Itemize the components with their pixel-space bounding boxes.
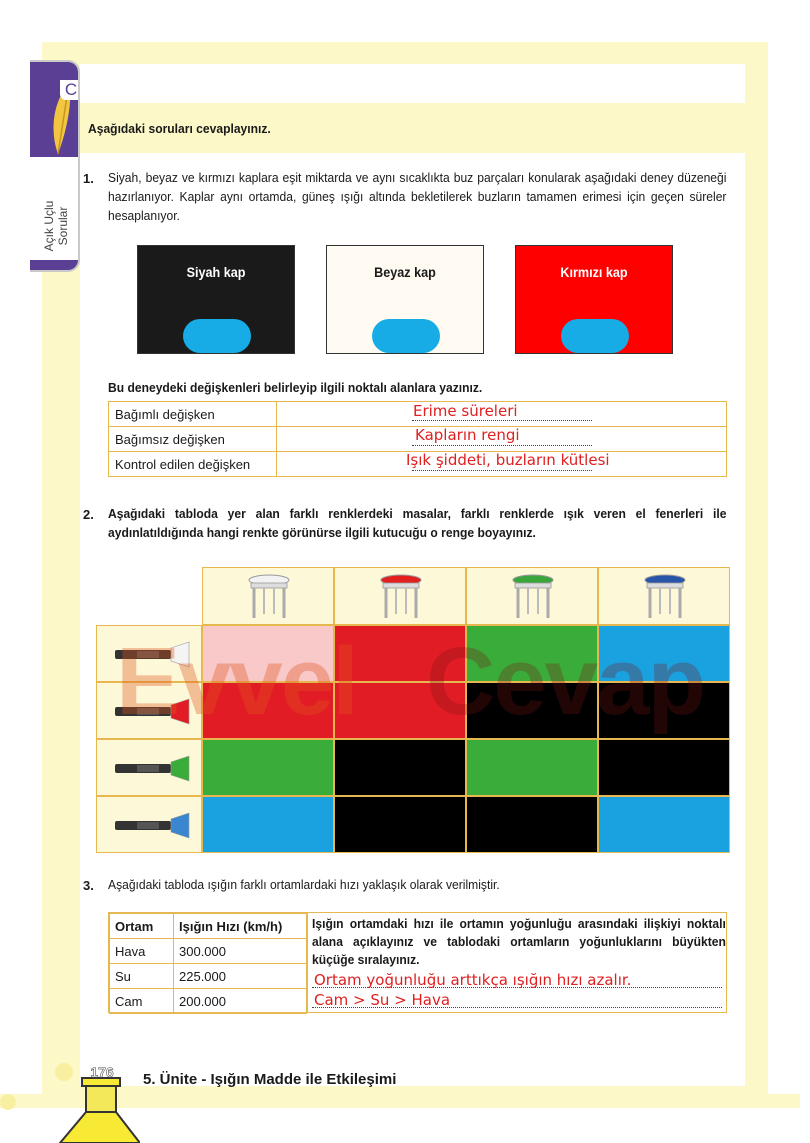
flashlight-icon (97, 797, 203, 854)
table-header-white-table (202, 567, 334, 625)
column-header: Işığın Hızı (km/h) (174, 914, 307, 939)
table-header-green-table (466, 567, 598, 625)
watermark-left: Evvel (116, 628, 357, 735)
answer-order: Cam > Su > Hava (314, 991, 451, 1009)
color-cell[interactable] (334, 739, 466, 796)
answer-controlled: Işık şiddeti, buzların kütlesi (406, 451, 610, 469)
speed-table-box (108, 912, 727, 1013)
feather-icon (30, 62, 78, 157)
flashlight-icon (97, 740, 203, 797)
question-2-text: Aşağıdaki tabloda yer alan farklı renklerdeki masalar, farklı renklerde ışık veren el fenerleri ile aydınlatıldığında hangi renkte görünürse ilgili kutucuğu o renge boyayınız. (108, 506, 727, 540)
side-tab (30, 60, 80, 272)
question-number-1: 1. (83, 171, 94, 186)
page-number: 176 (90, 1064, 114, 1080)
color-cell[interactable] (466, 739, 598, 796)
table-header-row (110, 914, 307, 939)
question-1-prompt: Bu deneydeki değişkenleri belirleyip ilgili noktalı alanlara yazınız. (108, 380, 483, 395)
round-table-icon (599, 568, 731, 626)
answer-relation: Ortam yoğunluğu arttıkça ışığın hızı azalır. (314, 971, 632, 989)
section-letter: C (60, 80, 80, 100)
question-1-text: Siyah, beyaz ve kırmızı kaplara eşit miktarda ve aynı sıcaklıkta buz parçaları konularak aşağıdaki deney düzeneği hazırlanıyor. Kaplar aynı ortamda, güneş ışığı altında bekletilerek buzların tamamen erimesi için geçen süreler hesaplanıyor. (108, 170, 727, 223)
medium-cell: Hava (110, 939, 174, 964)
dotted-line (412, 420, 592, 421)
flask-icon (0, 1040, 140, 1143)
speed-table (109, 913, 307, 1014)
ice-piece (372, 319, 440, 353)
blue-light-flashlight-cell (96, 796, 202, 853)
side-tab-header (30, 62, 78, 157)
green-light-flashlight-cell (96, 739, 202, 796)
round-table-icon (335, 568, 467, 626)
round-table-icon (203, 568, 335, 626)
color-cell[interactable] (202, 739, 334, 796)
speed-cell: 200.000 (174, 989, 307, 1014)
table-header-red-table (334, 567, 466, 625)
medium-cell: Su (110, 964, 174, 989)
cup-label: Siyah kap (186, 264, 246, 280)
side-tab-footer (30, 260, 78, 270)
side-tab-label: Açık Uçlu Sorular (42, 200, 70, 252)
color-cell[interactable] (202, 796, 334, 853)
cup-label: Beyaz kap (374, 264, 436, 280)
answer-dependent: Erime süreleri (413, 402, 518, 420)
unit-title: 5. Ünite - Işığın Madde ile Etkileşimi (143, 1071, 397, 1088)
table-header-blue-table (598, 567, 730, 625)
cup-label: Kırmızı kap (560, 264, 628, 280)
color-cell[interactable] (598, 796, 730, 853)
table-row (110, 939, 307, 964)
divider (307, 913, 308, 1012)
speed-cell: 225.000 (174, 964, 307, 989)
variable-label: Kontrol edilen değişken (109, 452, 277, 477)
question-3-instruction: Işığın ortamdaki hızı ile ortamın yoğunluğu arasındaki ilişkiyi noktalı alana açıklayınız ve tablodaki ortamların yoğunluklarını büyükten küçüğe sıralayınız. (312, 916, 726, 967)
ice-piece (561, 319, 629, 353)
speed-cell: 300.000 (174, 939, 307, 964)
ice-piece (183, 319, 251, 353)
question-3-text: Aşağıdaki tabloda ışığın farklı ortamlardaki hızı yaklaşık olarak verilmiştir. (108, 877, 500, 892)
question-number-2: 2. (83, 507, 94, 522)
variable-label: Bağımlı değişken (109, 402, 277, 427)
table-row (110, 989, 307, 1014)
instruction-title: Aşağıdaki soruları cevaplayınız. (88, 121, 271, 136)
medium-cell: Cam (110, 989, 174, 1014)
red-cup (515, 245, 673, 354)
color-cell[interactable] (334, 796, 466, 853)
white-cup (326, 245, 484, 354)
variable-label: Bağımsız değişken (109, 427, 277, 452)
round-table-icon (467, 568, 599, 626)
watermark-right: Cevap (426, 628, 705, 735)
table-row (110, 964, 307, 989)
color-cell[interactable] (598, 739, 730, 796)
question-number-3: 3. (83, 878, 94, 893)
black-cup (137, 245, 295, 354)
dotted-line (412, 470, 592, 471)
answer-independent: Kapların rengi (415, 426, 520, 444)
color-cell[interactable] (466, 796, 598, 853)
dotted-line (412, 445, 592, 446)
column-header: Ortam (110, 914, 174, 939)
